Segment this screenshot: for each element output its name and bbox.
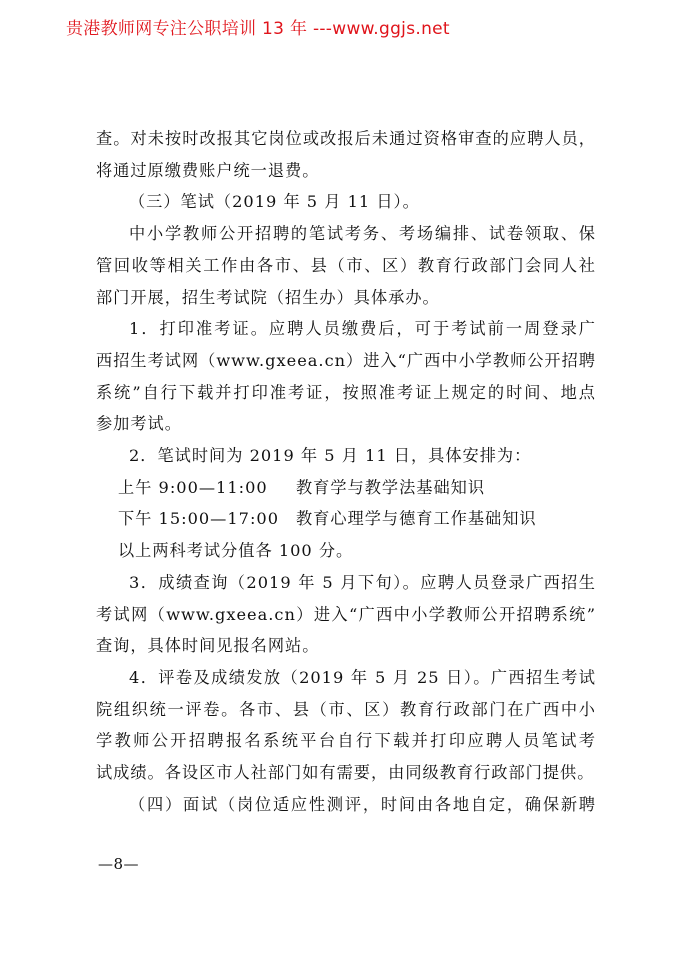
- paragraph-line: 系统”自行下载并打印准考证，按照准考证上规定的时间、地点: [96, 382, 596, 402]
- schedule-time: 下午 15:00—17:00: [118, 509, 280, 529]
- watermark-text: 贵港教师网专注公职培训 13 年 ---www.ggjs.net: [66, 19, 450, 39]
- paragraph-line: 2．笔试时间为 2019 年 5 月 11 日，具体安排为：: [129, 446, 532, 466]
- paragraph-line: 3．成绩查询（2019 年 5 月下旬）。应聘人员登录广西招生: [129, 572, 596, 592]
- paragraph-line: 试成绩。各设区市人社部门如有需要，由同级教育行政部门提供。: [96, 763, 595, 783]
- schedule-row: [96, 503, 596, 535]
- schedule-subject: 教育学与教学法基础知识: [296, 477, 486, 497]
- section-heading: （三）笔试（2019 年 5 月 11 日）。: [129, 192, 420, 212]
- paragraph-line: 1．打印准考证。应聘人员缴费后，可于考试前一周登录广: [129, 319, 596, 339]
- paragraph-line: 参加考试。: [96, 414, 182, 434]
- schedule-row: [96, 472, 596, 504]
- page-number: —8—: [98, 855, 140, 873]
- schedule-time: 上午 9:00—11:00: [118, 477, 268, 497]
- document-body: [96, 123, 596, 820]
- paragraph-line: 将通过原缴费账户统一退费。: [96, 160, 320, 180]
- paragraph-line: （四）面试（岗位适应性测评，时间由各地自定，确保新聘: [129, 794, 596, 814]
- paragraph-line: 查询，具体时间见报名网站。: [96, 636, 320, 656]
- paragraph-line: 考试网（www.gxeea.cn）进入“广西中小学教师公开招聘系统”: [96, 604, 596, 624]
- paragraph-line: 院组织统一评卷。各市、县（市、区）教育行政部门在广西中小: [96, 699, 596, 719]
- paragraph-line: 学教师公开招聘报名系统平台自行下载并打印应聘人员笔试考: [96, 731, 596, 751]
- score-note: 以上两科考试分值各 100 分。: [118, 541, 354, 561]
- paragraph-line: 中小学教师公开招聘的笔试考务、考场编排、试卷领取、保: [129, 224, 596, 244]
- schedule-subject: 教育心理学与德育工作基础知识: [296, 509, 537, 529]
- paragraph-line: 管回收等相关工作由各市、县（市、区）教育行政部门会同人社: [96, 255, 596, 275]
- paragraph-line: 西招生考试网（www.gxeea.cn）进入“广西中小学教师公开招聘: [96, 350, 596, 370]
- paragraph-line: 部门开展，招生考试院（招生办）具体承办。: [96, 287, 440, 307]
- paragraph-line: 4．评卷及成绩发放（2019 年 5 月 25 日）。广西招生考试: [129, 667, 596, 687]
- paragraph-line: 查。对未按时改报其它岗位或改报后未通过资格审查的应聘人员，: [96, 129, 596, 148]
